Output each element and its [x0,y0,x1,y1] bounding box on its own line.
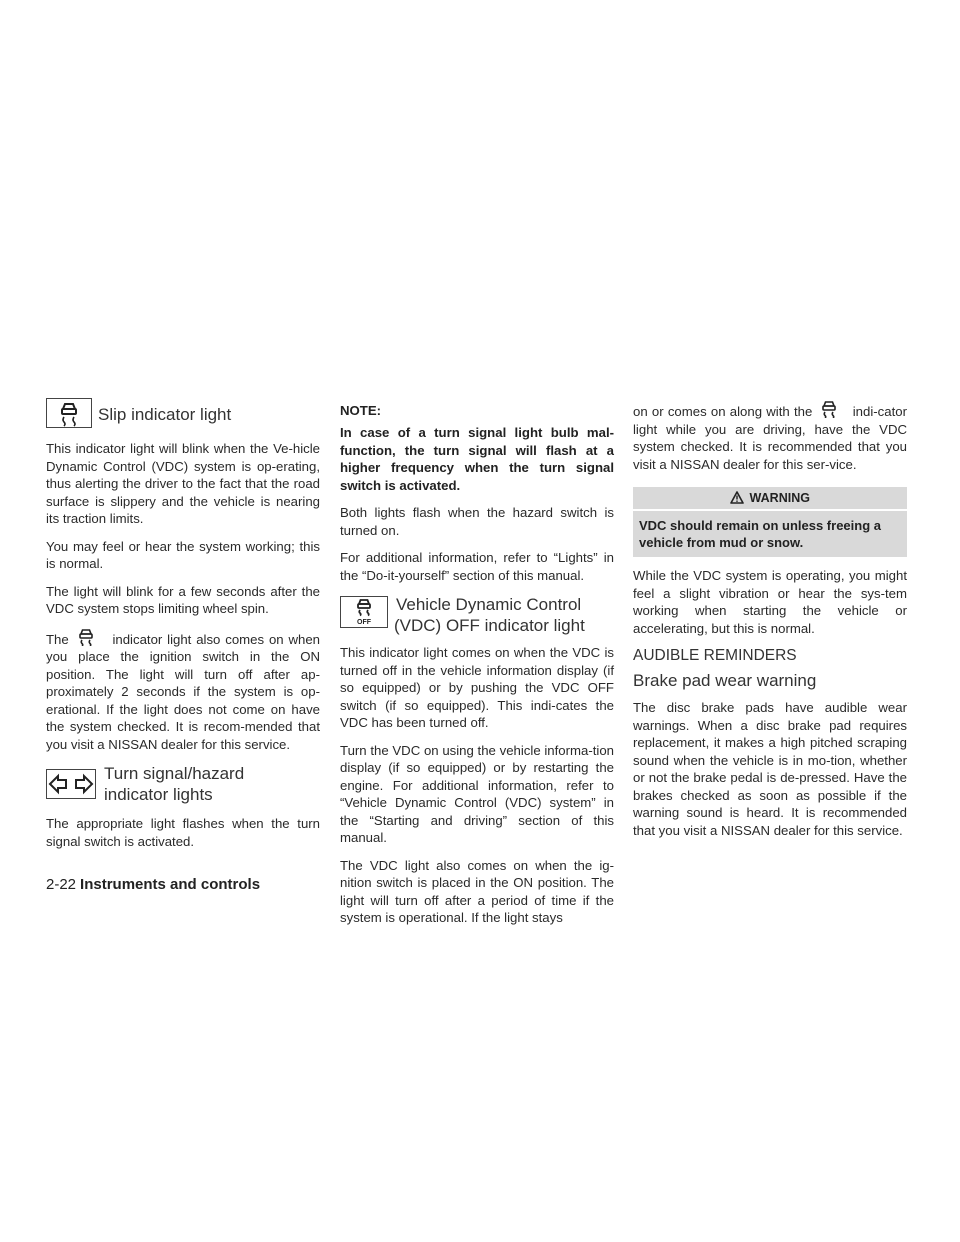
slip-p4-pre: The [46,631,69,647]
note-heading: NOTE: [340,403,382,418]
vdc-operating-paragraph: While the VDC system is operating, you might feel a slight vibration or hear the sys-tem working when starting the vehicle or accelerating, but this is normal. [633,568,907,636]
slip-heading-row [46,398,320,428]
page-number: 2-22 [46,876,77,893]
slip-heading: Slip indicator light [98,405,232,424]
vdc-paragraph-1: This indicator light comes on when the VDC is turned off in the vehicle information display (if so equipped) or by pushing the VDC OFF switch (if so equipped). This indi-cates the VDC has been turned off. [340,645,614,730]
slip-paragraph-1: This indicator light will blink when the Ve-hicle Dynamic Control (VDC) system is op-erating, thus alerting the driver to the fact that the road surface is slippery and the vehicle is nearing its traction limits. [46,441,320,526]
warning-triangle-icon [730,491,744,504]
slip-p4-post: indicator light also comes on when you place the ignition switch in the ON position. The light will turn off after ap-proximately 2 seconds if the system is op-erational. If the light does not come on have the system checked. It is recom-mended that you visit a NISSAN dealer for this service. [46,631,320,752]
column-1 [46,0,320,860]
vdc-continued-paragraph [633,400,907,473]
note-text: In case of a turn signal light bulb mal-function, the turn signal will flash at a higher frequency when the turn signal switch is activated. [340,425,614,493]
column-3 [633,0,907,849]
vdc-heading-line-1: Vehicle Dynamic Control [396,595,582,614]
slip-inline-icon [76,628,96,646]
turn-heading-row [46,763,320,805]
warning-text: VDC should remain on unless freeing a vehicle from mud or snow. [633,511,907,557]
page-footer [46,876,260,893]
lights-reference-paragraph: For additional information, refer to “Lights” in the “Do-it-yourself” section of this manual. [340,550,614,583]
vdc-heading [396,594,585,636]
vdc-off-icon-label: OFF [357,619,371,626]
vdc-off-icon [340,596,388,628]
audible-reminders-heading: AUDIBLE REMINDERS [633,647,797,664]
warning-box [633,487,907,557]
slip-paragraph-3: The light will blink for a few seconds after the VDC system stops limiting wheel spin. [46,583,320,616]
turn-heading [104,763,244,805]
slip-paragraph-2: You may feel or hear the system working; this is normal. [46,538,320,571]
vdc-paragraph-3: The VDC light also comes on when the ig-nition switch is placed in the ON position. The light will turn off after a period of time if the system is operational. If the light stays [340,857,614,925]
hazard-paragraph: Both lights flash when the hazard switch is turned on. [340,505,614,538]
column-2 [340,0,614,937]
brake-pad-paragraph: The disc brake pads have audible wear warnings. When a disc brake pad requires replacement, it makes a high pitched scraping sound when the vehicle is in mo-tion, whether or not the brake pedal is de-pressed. Have the brakes checked as soon as possible if the warning sound is heard. It is recommended that you visit a NISSAN dealer for this service. [633,700,907,838]
chapter-title: Instruments and controls [80,876,261,893]
turn-heading-line-1: Turn signal/hazard [104,764,245,783]
warning-title-bar [633,487,907,509]
slip-paragraph-4 [46,628,320,754]
slip-indicator-icon [46,398,92,428]
col3-p1-pre: on or comes on along with the [633,404,813,419]
turn-signal-icon [46,769,96,799]
vdc-heading-line-2: (VDC) OFF indicator light [394,616,585,635]
col3-p1-post: indi-cator light while you are driving, have the VDC system checked. It is recommended that you visit a NISSAN dealer for this ser-vice. [633,404,907,472]
vdc-heading-row [340,594,614,636]
turn-paragraph: The appropriate light flashes when the turn signal switch is activated. [46,816,320,849]
brake-pad-heading: Brake pad wear warning [633,671,817,690]
warning-title: WARNING [749,491,810,505]
vdc-paragraph-2: Turn the VDC on using the vehicle informa-tion display (if so equipped) or by restarting the engine. For additional information, refer to “Vehicle Dynamic Control (VDC) system” in the “Starting and driving” section of this manual. [340,742,614,845]
turn-heading-line-2: indicator lights [104,785,213,804]
slip-inline-icon-2 [819,400,839,418]
